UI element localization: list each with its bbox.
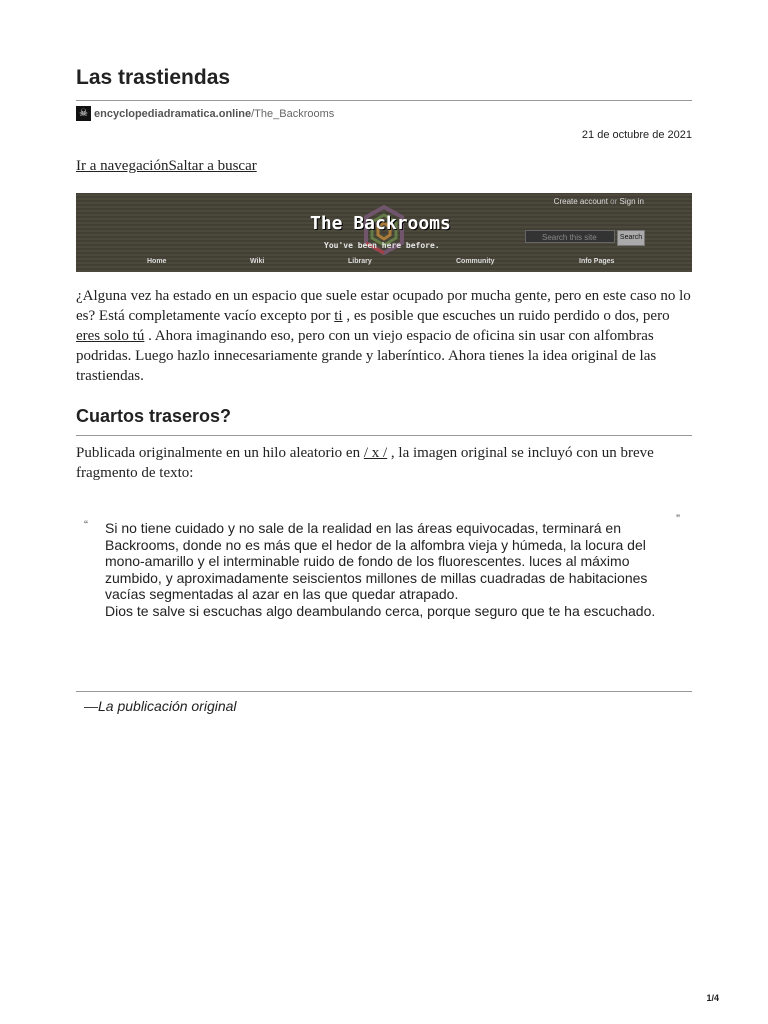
source-domain[interactable]: encyclopediadramatica.online (94, 107, 252, 120)
banner-nav-info-pages[interactable]: Info Pages (579, 258, 615, 265)
quote-divider (76, 691, 692, 692)
banner-nav (76, 258, 692, 268)
eres-solo-tu-link[interactable]: eres solo tú (76, 328, 145, 344)
intro-paragraph (76, 286, 692, 386)
quote-attribution: —La publicación original (84, 698, 237, 714)
banner-nav-community[interactable]: Community (456, 258, 495, 265)
quote-close-mark: ” (676, 512, 680, 526)
page-title: Las trastiendas (76, 66, 231, 89)
ti-link[interactable]: ti (334, 308, 343, 324)
source-path[interactable]: /The_Backrooms (251, 107, 335, 120)
banner-search-button[interactable]: Search (617, 230, 645, 246)
banner-tagline: You've been here before. (324, 241, 440, 250)
intro-text-2: , es posible que escuches un ruido perdido o dos, pero (342, 308, 670, 324)
heading-divider (76, 435, 692, 436)
banner-nav-home[interactable]: Home (147, 258, 167, 265)
quote-line-2: Dios te salve si escuchas algo deambulando cerca, porque seguro que te ha escuchado. (105, 602, 656, 619)
create-account-link[interactable]: Create account (553, 197, 608, 206)
site-favicon-icon: ☠ (76, 106, 91, 121)
page-number: 1/4 (706, 993, 719, 1003)
section-text-2: , la imagen original se incluyó con un breve fragmento de texto: (76, 445, 654, 481)
banner-search-input[interactable]: Search this site (525, 230, 615, 243)
title-divider (76, 100, 692, 101)
intro-text-1: ¿Alguna vez ha estado en un espacio que suele estar ocupado por mucha gente, pero en este caso no lo es? Está completamente vacío excepto por (76, 288, 691, 324)
account-links (554, 197, 644, 206)
site-banner (76, 193, 692, 272)
x-board-link[interactable]: / x / (363, 445, 388, 461)
banner-nav-wiki[interactable]: Wiki (250, 258, 265, 265)
section-heading: Cuartos traseros? (76, 406, 232, 426)
intro-text-3: . Ahora imaginando eso, pero con un viejo espacio de oficina sin usar con alfombras podridas. Luego hazlo innecesariamente grande y laberíntico. Ahora tienes la idea original de las trastiendas. (76, 328, 657, 384)
search-link[interactable]: Saltar a buscar (168, 158, 257, 174)
publish-date: 21 de octubre de 2021 (581, 129, 692, 141)
section-text-1: Publicada originalmente en un hilo aleatorio en (76, 445, 364, 461)
banner-title: The Backrooms (310, 213, 451, 234)
nav-link[interactable]: Ir a navegación (76, 158, 169, 174)
skip-links (76, 158, 257, 175)
source-line (76, 106, 334, 121)
quote-open-mark: “ (84, 518, 88, 532)
banner-nav-library[interactable]: Library (348, 258, 372, 265)
quote-line-1: Si no tiene cuidado y no sale de la realidad en las áreas equivocadas, terminará en Backrooms, donde no es más que el hedor de la alfombra vieja y húmeda, la locura del mono-amarillo y el interminable ruido de fondo de los fluorescentes. luces al máximo zumbido, y aproximadamente seiscientos millones de millas cuadradas de habitaciones vacías segmentadas al azar en las que quedar atrapado. (105, 520, 648, 602)
sign-in-link[interactable]: Sign in (619, 197, 644, 206)
or-text: or (610, 197, 618, 206)
blockquote (105, 520, 665, 619)
section-paragraph (76, 443, 692, 483)
